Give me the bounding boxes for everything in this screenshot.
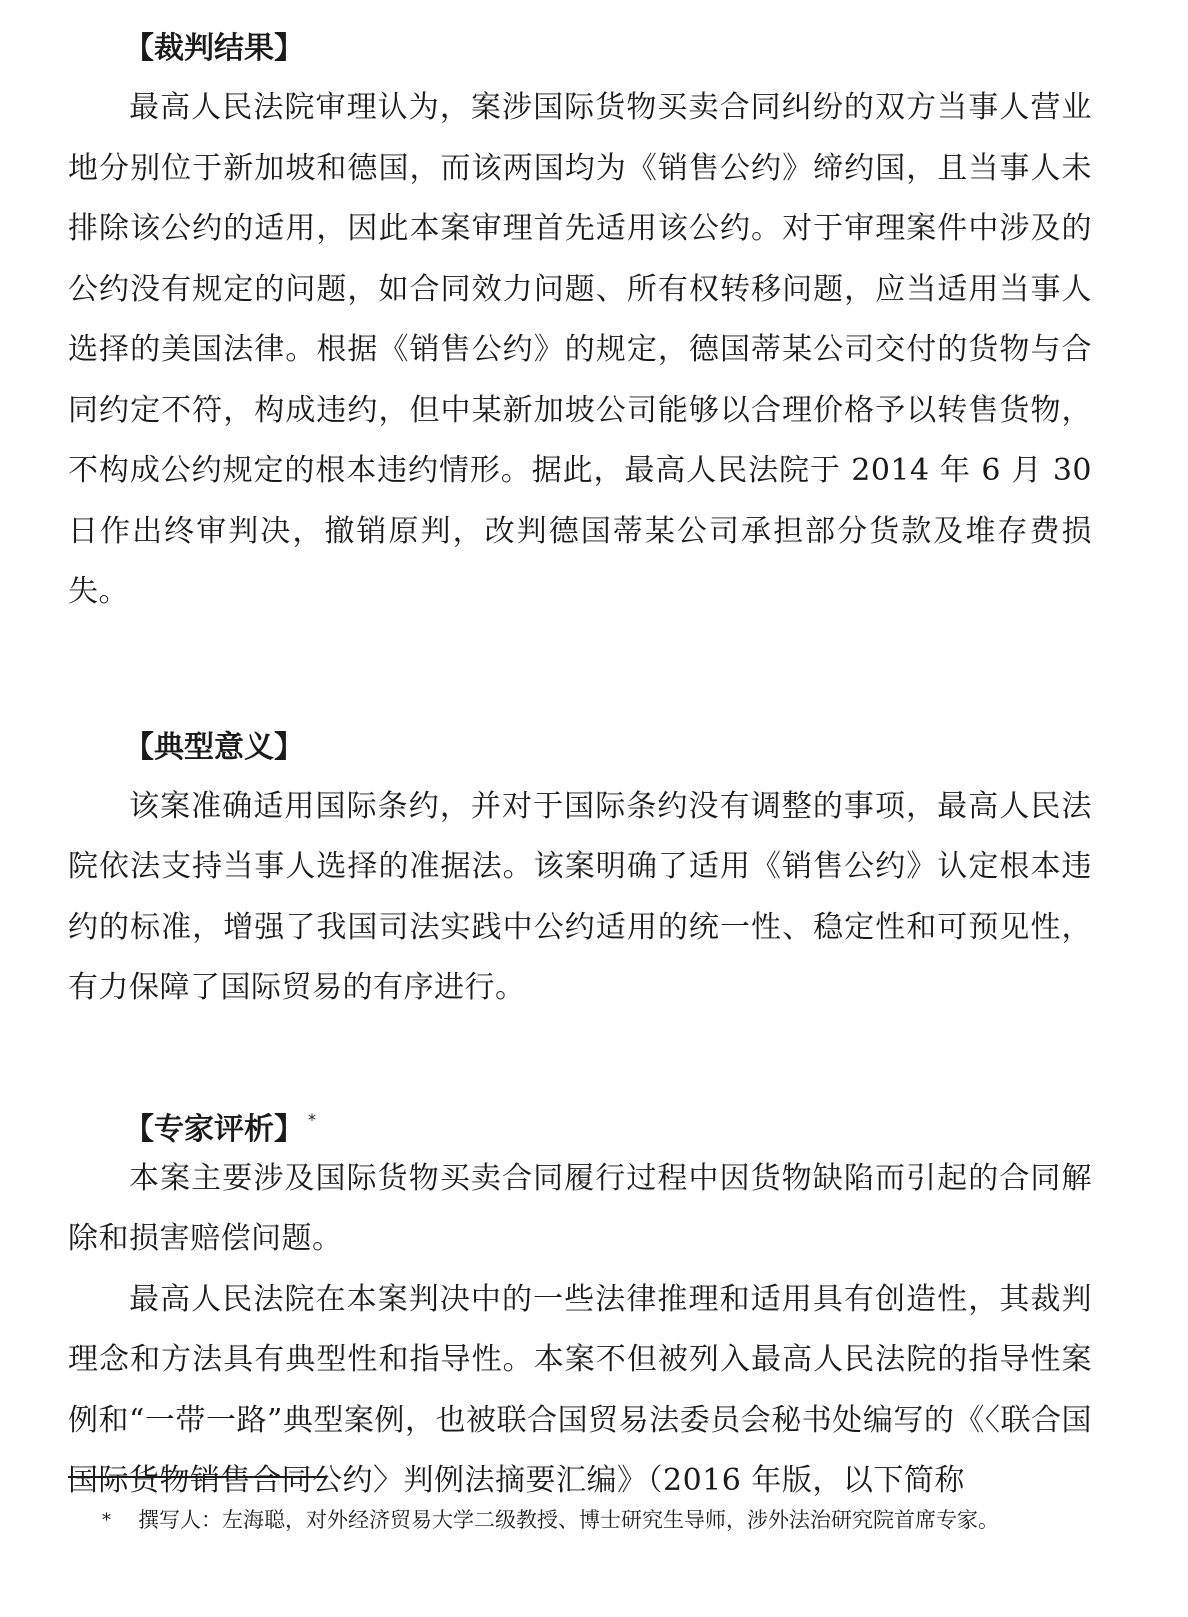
section-heading-judgment-result [68,20,1092,78]
document-body [68,20,1092,1512]
footnote-reference-mark: * [308,1109,316,1129]
section-heading-text: 【专家评析】 [124,1111,304,1147]
paragraph-typical-significance: 该案准确适用国际条约，并对于国际条约没有调整的事项，最高人民法院依法支持当事人选择的准据法。该案明确了适用《销售公约》认定根本违约的标准，增强了我国司法实践中公约适用的统一性、稳定性和可预见性，有力保障了国际贸易的有序进行。 [68,788,1092,1005]
paragraph-expert-analysis-2: 最高人民法院在本案判决中的一些法律推理和适用具有创造性，其裁判理念和方法具有典型性和指导性。本案不但被列入最高人民法院的指导性案例和“一带一路”典型案例，也被联合国贸易法委员会秘书处编写的《〈联合国国际货物销售合同公约〉判例法摘要汇编》（2016 年版，以下简称 [68,1281,1092,1498]
paragraph-expert-analysis-1: 本案主要涉及国际货物买卖合同履行过程中因货物缺陷而引起的合同解除和损害赔偿问题。 [68,1160,1092,1256]
section-spacer [68,623,1092,719]
section-heading-expert-analysis [68,1091,1092,1149]
footnote-divider [68,1476,326,1478]
section-heading-text: 【裁判结果】 [124,31,304,66]
section-heading-text: 【典型意义】 [124,729,304,765]
footnote-text: 撰写人：左海聪，对外经济贸易大学二级教授、博士研究生导师，涉外法治研究院首席专家。 [138,1508,999,1532]
footnote [102,1502,1088,1539]
section-spacer [68,1019,1092,1091]
footnote-mark: * [102,1510,111,1531]
paragraph-judgment-result: 最高人民法院审理认为，案涉国际货物买卖合同纠纷的双方当事人营业地分别位于新加坡和德国，而该两国均为《销售公约》缔约国，且当事人未排除该公约的适用，因此本案审理首先适用该公约。对于审理案件中涉及的公约没有规定的问题，如合同效力问题、所有权转移问题，应当适用当事人选择的美国法律。根据《销售公约》的规定，德国蒂某公司交付的货物与合同约定不符，构成违约，但中某新加坡公司能够以合理价格予以转售货物，不构成公约规定的根本违约情形。据此，最高人民法院于 2014 年 6 月 30 日作出终审判决，撤销原判，改判德国蒂某公司承担部分货款及堆存费损失。 [68,90,1092,609]
section-heading-typical-significance [68,719,1092,777]
